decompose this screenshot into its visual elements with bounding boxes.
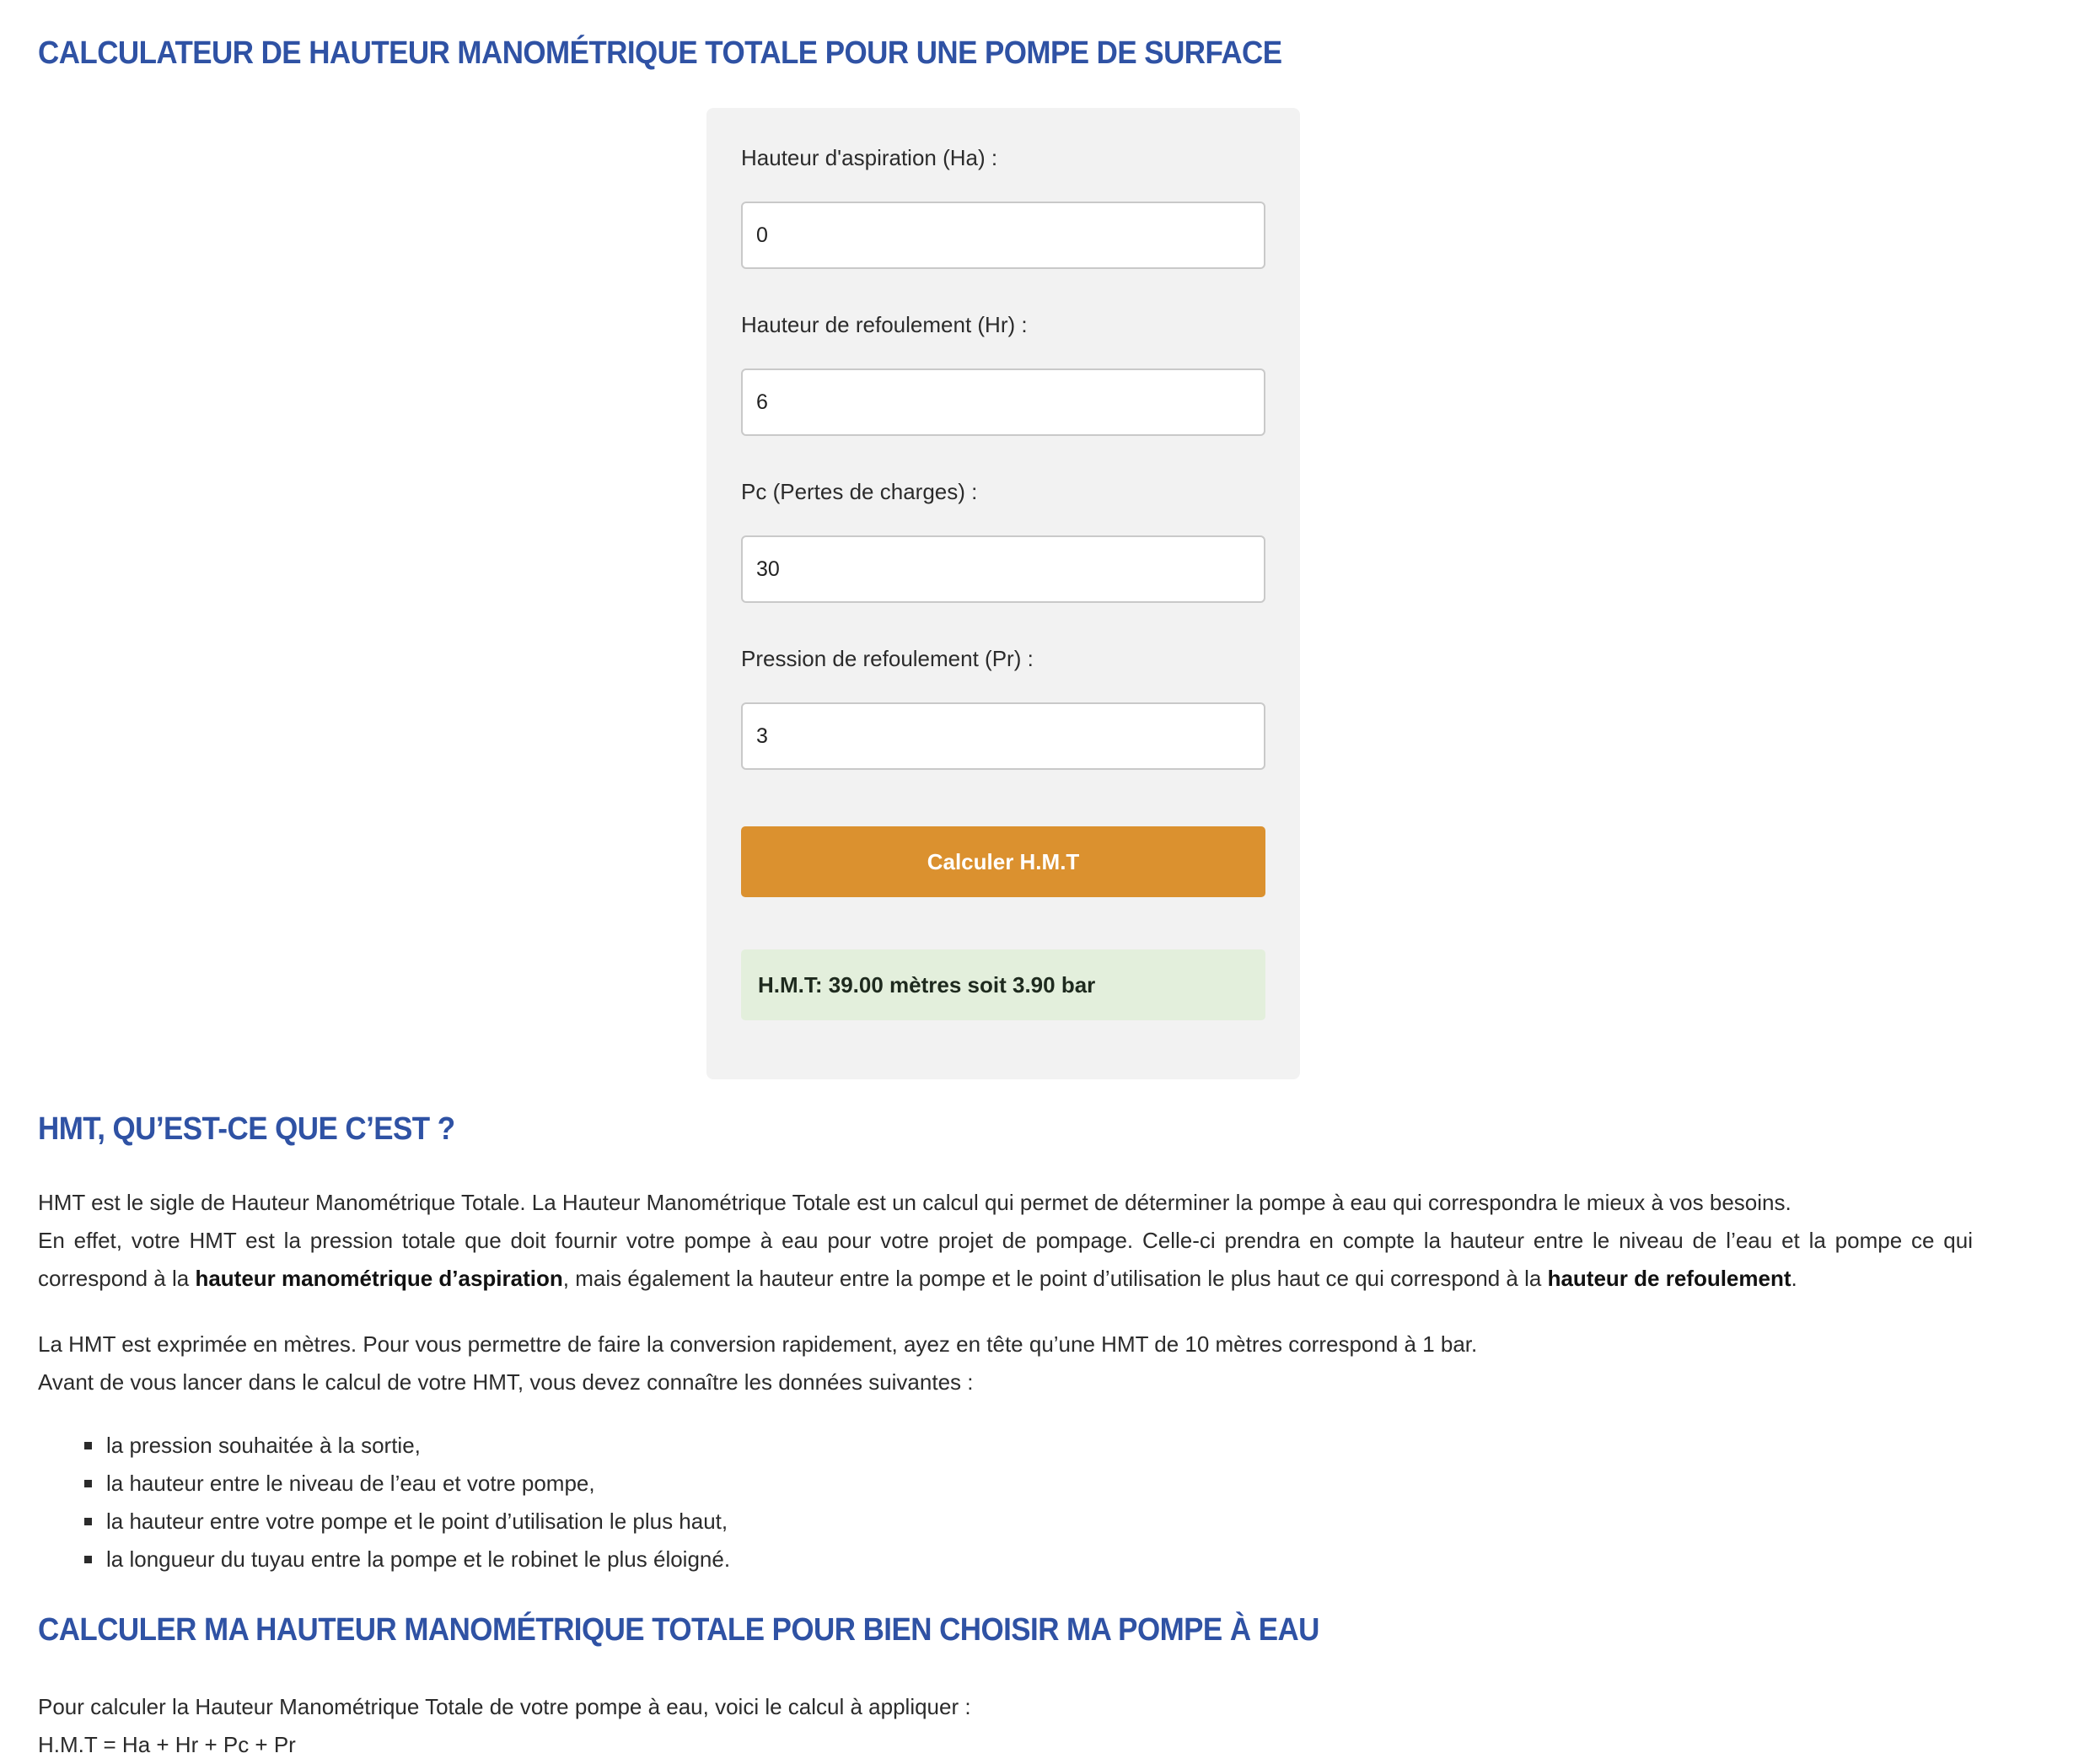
list-item: [84, 1541, 730, 1578]
hmt-definition-text-b: , mais également la hauteur entre la pompe et le point d’utilisation le plus haut ce qui correspond à la: [562, 1266, 1548, 1291]
hmt-calculator-panel: [706, 108, 1300, 1079]
bullet-icon: [84, 1556, 92, 1563]
list-item: [84, 1503, 730, 1541]
list-item: [84, 1465, 730, 1503]
hmt-definition-paragraph: [38, 1184, 1973, 1298]
head-loss-label: Pc (Pertes de charges) :: [741, 479, 978, 504]
formula-paragraph: [38, 1688, 1973, 1764]
hmt-definition-text-a: En effet, votre HMT est la pression totale que doit fournir votre pompe à eau pour votre projet de pompage. Celle-ci prendra en compte la hauteur entre le niveau de l’eau et la pompe ce qui correspond à la: [38, 1228, 1973, 1291]
discharge-pressure-input[interactable]: [741, 702, 1265, 770]
list-item-text: la hauteur entre votre pompe et le point d’utilisation le plus haut,: [106, 1509, 728, 1534]
suction-height-label: Hauteur d'aspiration (Ha) :: [741, 145, 998, 170]
hmt-units-paragraph: [38, 1326, 1973, 1401]
discharge-height-label: Hauteur de refoulement (Hr) :: [741, 312, 1028, 337]
formula-intro: Pour calculer la Hauteur Manométrique Totale de votre pompe à eau, voici le calcul à appliquer :: [38, 1694, 971, 1719]
hmt-result-text: H.M.T: 39.00 mètres soit 3.90 bar: [758, 971, 1096, 998]
calculate-hmt-title: CALCULER MA HAUTEUR MANOMÉTRIQUE TOTALE POUR BIEN CHOISIR MA POMPE À EAU: [38, 1612, 1319, 1648]
suction-height-input[interactable]: [741, 202, 1265, 269]
calculate-hmt-button[interactable]: Calculer H.M.T: [741, 826, 1265, 897]
list-item: [84, 1427, 730, 1465]
bullet-icon: [84, 1442, 92, 1449]
discharge-pressure-label: Pression de refoulement (Pr) :: [741, 646, 1034, 671]
head-loss-input[interactable]: [741, 535, 1265, 603]
bullet-icon: [84, 1518, 92, 1525]
suction-head-term: hauteur manométrique d’aspiration: [195, 1266, 563, 1291]
hmt-result: [741, 949, 1265, 1020]
discharge-head-term: hauteur de refoulement: [1547, 1266, 1791, 1291]
list-item-text: la hauteur entre le niveau de l’eau et votre pompe,: [106, 1471, 595, 1496]
hmt-units-line-1: La HMT est exprimée en mètres. Pour vous permettre de faire la conversion rapidement, ayez en tête qu’une HMT de 10 mètres correspond à 1 bar.: [38, 1331, 1478, 1357]
hmt-formula: H.M.T = Ha + Hr + Pc + Pr: [38, 1732, 296, 1757]
discharge-height-input[interactable]: [741, 368, 1265, 436]
required-data-list: [84, 1427, 730, 1578]
list-item-text: la longueur du tuyau entre la pompe et le robinet le plus éloigné.: [106, 1546, 731, 1572]
bullet-icon: [84, 1480, 92, 1487]
hmt-units-line-2: Avant de vous lancer dans le calcul de votre HMT, vous devez connaître les données suivantes :: [38, 1369, 974, 1395]
hmt-definition-title: HMT, QU’EST-CE QUE C’EST ?: [38, 1111, 455, 1147]
calculator-title: CALCULATEUR DE HAUTEUR MANOMÉTRIQUE TOTALE POUR UNE POMPE DE SURFACE: [38, 35, 1282, 71]
hmt-definition-text-c: .: [1791, 1266, 1797, 1291]
list-item-text: la pression souhaitée à la sortie,: [106, 1433, 421, 1458]
hmt-definition-line-1: HMT est le sigle de Hauteur Manométrique Totale. La Hauteur Manométrique Totale est un calcul qui permet de déterminer la pompe à eau qui correspondra le mieux à vos besoins.: [38, 1190, 1791, 1215]
